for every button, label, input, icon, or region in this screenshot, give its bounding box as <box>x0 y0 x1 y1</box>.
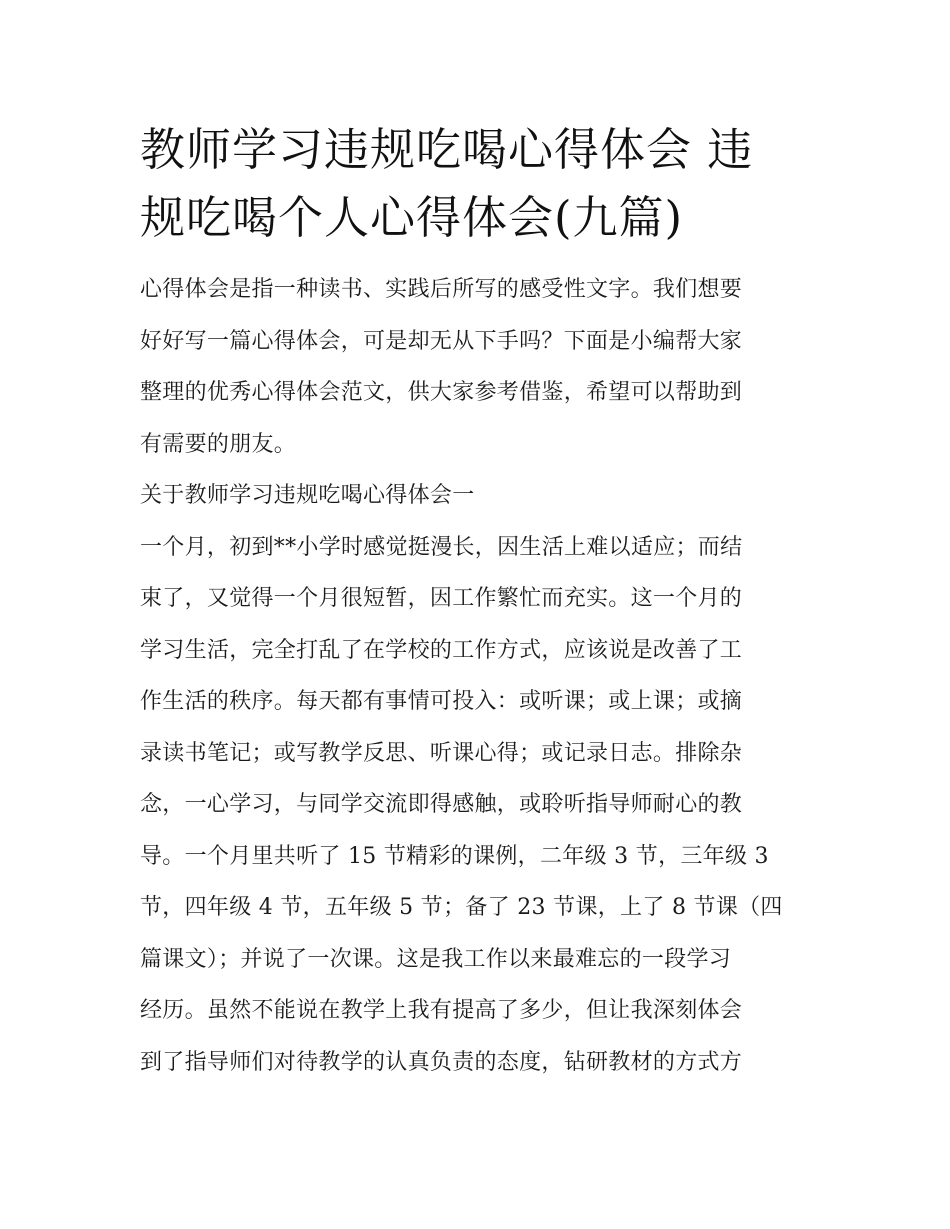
title-line: 规吃喝个人心得体会(九篇) <box>140 191 684 244</box>
text-line: 束了，又觉得一个月很短暂，因工作繁忙而充实。这一个月的 <box>140 586 743 611</box>
document-page <box>140 116 812 1088</box>
text-line: 整理的优秀心得体会范文，供大家参考借鉴，希望可以帮助到 <box>140 380 743 405</box>
text-line: 好好写一篇心得体会，可是却无从下手吗？下面是小编帮大家 <box>140 328 743 354</box>
text-line: 录读书笔记；或写教学反思、听课心得；或记录日志。排除杂 <box>140 740 743 766</box>
title-line: 教师学习违规吃喝心得体会 违 <box>140 123 754 176</box>
document-body <box>140 264 812 1088</box>
text-line: 有需要的朋友。 <box>140 431 297 457</box>
text-line: 作生活的秩序。每天都有事情可投入：或听课；或上课；或摘 <box>140 689 743 714</box>
text-line: 导。一个月里共听了 15 节精彩的课例，二年级 3 节，三年级 3 <box>140 843 769 869</box>
section-heading: 关于教师学习违规吃喝心得体会一 <box>140 483 475 508</box>
text-line: 念，一心学习，与同学交流即得感触，或聆听指导师耐心的教 <box>140 792 743 817</box>
text-line: 一个月，初到**小学时感觉挺漫长，因生活上难以适应；而结 <box>140 534 743 560</box>
body-paragraph <box>140 522 812 1089</box>
text-line: 学习生活，完全打乱了在学校的工作方式，应该说是改善了工 <box>140 637 743 663</box>
document-title <box>140 116 812 252</box>
text-line: 到了指导师们对待教学的认真负责的态度，钻研教材的方式方 <box>140 1049 743 1075</box>
intro-paragraph <box>140 264 812 470</box>
text-line: 篇课文）；并说了一次课。这是我工作以来最难忘的一段学习 <box>140 946 732 972</box>
text-line: 经历。虽然不能说在教学上我有提高了多少，但让我深刻体会 <box>140 998 743 1023</box>
text-line: 心得体会是指一种读书、实践后所写的感受性文字。我们想要 <box>140 277 743 302</box>
text-line: 节，四年级 4 节，五年级 5 节；备了 23 节课，上了 8 节课（四 <box>140 895 783 920</box>
